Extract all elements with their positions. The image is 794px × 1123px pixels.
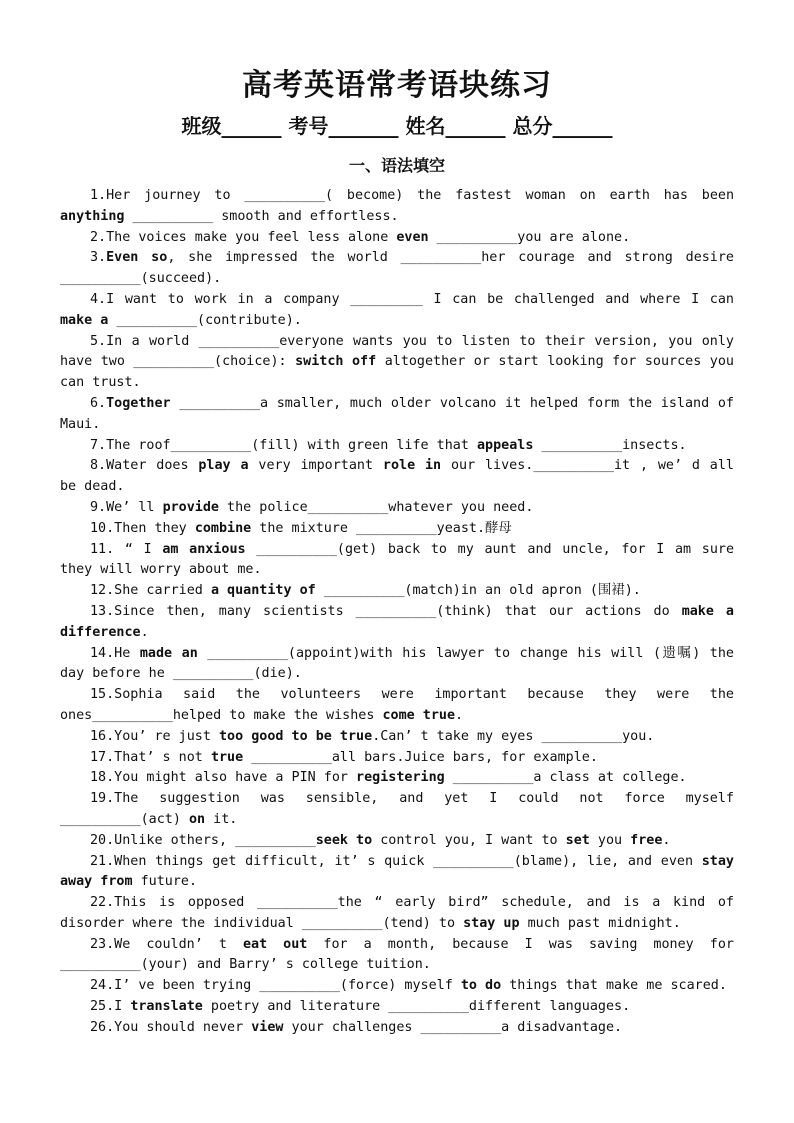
- item-text: very important: [248, 458, 383, 474]
- key-phrase: play a: [198, 458, 249, 474]
- exercise-item: [60, 768, 734, 789]
- exercise-item: [60, 727, 734, 748]
- key-phrase: on: [189, 811, 206, 827]
- item-text: __________(get) back to my aunt and uncle, for I am sure they will worry about me.: [60, 541, 735, 578]
- exercise-item: [60, 935, 734, 977]
- key-phrase: anything: [60, 208, 125, 224]
- item-text: 26.You should never: [90, 1019, 252, 1035]
- score-label: 总分: [512, 114, 553, 138]
- key-phrase: eat out: [242, 936, 308, 952]
- key-phrase: view: [251, 1019, 284, 1035]
- item-text: things that make me scared.: [501, 978, 727, 994]
- item-text: __________ smooth and effortless.: [124, 208, 399, 224]
- item-text: 13.Since then, many scientists __________(think) that our actions do: [90, 603, 682, 619]
- class-blank: ______: [221, 114, 282, 138]
- exercise-item: [60, 519, 734, 540]
- key-phrase: a quantity of: [210, 583, 316, 599]
- number-label: 考号: [288, 114, 329, 138]
- key-phrase: translate: [130, 999, 203, 1015]
- key-phrase: role in: [382, 458, 442, 474]
- exercise-item: [60, 498, 734, 519]
- exercise-item: [60, 186, 734, 228]
- item-text: __________(appoint)with his lawyer to change his will (遗嘱) the day before he __________(die).: [60, 645, 734, 682]
- item-text: 5.In a world __________everyone wants you to listen to their version, you only have two __________(choice):: [60, 333, 734, 370]
- page-title: 高考英语常考语块练习: [242, 68, 552, 103]
- key-phrase: true: [210, 749, 244, 765]
- item-text: 19.The suggestion was sensible, and yet I could not force myself __________(act): [60, 791, 734, 827]
- key-phrase: provide: [162, 499, 219, 515]
- item-text: .: [455, 707, 464, 723]
- key-phrase: Even so: [106, 250, 168, 266]
- item-text: 7.The roof__________(fill) with green life that: [90, 437, 477, 453]
- key-phrase: Together: [106, 395, 171, 411]
- exercise-list: [60, 186, 734, 1039]
- item-text: 14.He: [90, 645, 140, 661]
- item-text: 16.You’ re just: [90, 728, 219, 744]
- exercise-item: [60, 644, 734, 686]
- item-text: .Can’ t take my eyes __________you.: [372, 728, 655, 744]
- section-title: 一、语法填空: [348, 156, 445, 175]
- item-text: 11. “ I: [90, 541, 163, 557]
- key-phrase: come true: [382, 707, 456, 723]
- score-blank: ______: [552, 114, 613, 138]
- item-text: 22.This is opposed __________the “ early bird” schedule, and is a kind of disorder where the individual __________(tend) to: [60, 895, 734, 931]
- exercise-item: [60, 789, 734, 831]
- exercise-item: [60, 540, 734, 582]
- item-text: .: [662, 832, 671, 848]
- item-text: 21.When things get difficult, it’ s quick __________(blame), lie, and even: [90, 853, 702, 869]
- item-text: poetry and literature __________different languages.: [202, 999, 631, 1015]
- item-text: 9.We’ ll: [90, 499, 163, 515]
- class-label: 班级: [181, 114, 222, 138]
- item-text: much past midnight.: [519, 915, 681, 931]
- item-text: your challenges __________a disadvantage.: [283, 1019, 623, 1035]
- exercise-item: [60, 602, 734, 644]
- item-text: future.: [132, 874, 198, 890]
- exercise-item: [60, 1018, 734, 1039]
- item-text: 20.Unlike others, __________: [90, 832, 316, 848]
- item-text: __________(contribute).: [108, 312, 302, 328]
- item-text: the mixture __________yeast.酵母: [251, 520, 512, 536]
- exercise-item: [60, 831, 734, 852]
- key-phrase: too good to be true: [219, 728, 373, 744]
- key-phrase: seek to: [315, 832, 373, 848]
- item-text: 17.That’ s not: [90, 749, 211, 765]
- item-text: 25.I: [90, 999, 131, 1015]
- name-label: 姓名: [405, 114, 446, 138]
- exercise-item: [60, 436, 734, 457]
- exercise-item: [60, 976, 734, 997]
- item-text: it.: [205, 811, 238, 827]
- key-phrase: set: [565, 832, 590, 848]
- item-text: altogether or start looking for sources you can trust.: [60, 354, 734, 391]
- item-text: __________you are alone.: [428, 229, 631, 245]
- exercise-item: [60, 581, 734, 602]
- key-phrase: even: [396, 229, 429, 245]
- key-phrase: made an: [139, 645, 198, 661]
- item-text: 10.Then they: [90, 520, 195, 536]
- key-phrase: stay up: [463, 915, 520, 931]
- exercise-item: [60, 394, 734, 436]
- item-text: 8.Water does: [90, 458, 199, 474]
- exercise-item: [60, 748, 734, 769]
- item-text: __________(match)in an old apron (围裙).: [315, 583, 641, 599]
- key-phrase: am anxious: [162, 541, 246, 557]
- student-info-line: [0, 110, 794, 139]
- item-text: __________insects.: [533, 437, 687, 453]
- item-text: 3.: [90, 250, 107, 266]
- exercise-item: [60, 332, 734, 394]
- exercise-item: [60, 685, 734, 727]
- key-phrase: stay away from: [60, 853, 734, 890]
- item-text: 2.The voices make you feel less alone: [90, 229, 397, 245]
- number-blank: _______: [328, 114, 399, 138]
- key-phrase: combine: [194, 520, 252, 536]
- key-phrase: appeals: [476, 437, 534, 453]
- item-text: 18.You might also have a PIN for: [90, 770, 357, 786]
- item-text: 12.She carried: [90, 583, 211, 599]
- item-text: 6.: [90, 395, 107, 411]
- exercise-item: [60, 248, 734, 290]
- item-text: 23.We couldn’ t: [90, 936, 243, 952]
- key-phrase: switch off: [295, 354, 377, 370]
- item-text: __________a smaller, much older volcano it helped form the island of Maui.: [60, 395, 734, 432]
- item-text: control you, I want to: [372, 832, 566, 848]
- name-blank: ______: [445, 114, 506, 138]
- key-phrase: free: [630, 832, 663, 848]
- exercise-item: [60, 893, 734, 935]
- item-text: __________all bars.Juice bars, for example.: [243, 749, 598, 765]
- key-phrase: make a: [60, 312, 109, 328]
- item-text: 4.I want to work in a company _________ I can be challenged and where I can: [90, 291, 734, 307]
- item-text: .: [140, 624, 149, 640]
- exercise-item: [60, 997, 734, 1018]
- key-phrase: to do: [460, 978, 502, 994]
- item-text: for a month, because I was saving money for __________(your) and Barry’ s college tuition.: [60, 936, 734, 973]
- exercise-item: [60, 852, 734, 894]
- exercise-item: [60, 228, 734, 249]
- item-text: __________a class at college.: [444, 770, 687, 786]
- item-text: 24.I’ ve been trying __________(force) myself: [90, 978, 461, 994]
- item-text: you: [589, 832, 631, 848]
- key-phrase: make a difference: [60, 603, 734, 640]
- exercise-item: [60, 456, 734, 498]
- item-text: 1.Her journey to __________( become) the fastest woman on earth has been: [90, 188, 734, 203]
- item-text: , she impressed the world __________her courage and strong desire __________(succeed).: [60, 250, 734, 287]
- exercise-item: [60, 290, 734, 332]
- item-text: 15.Sophia said the volunteers were important because they were the ones__________helped to make the wishes: [60, 687, 734, 723]
- item-text: our lives.__________it , we’ d all be dead.: [60, 458, 734, 495]
- item-text: the police__________whatever you need.: [219, 499, 534, 515]
- key-phrase: registering: [356, 770, 445, 786]
